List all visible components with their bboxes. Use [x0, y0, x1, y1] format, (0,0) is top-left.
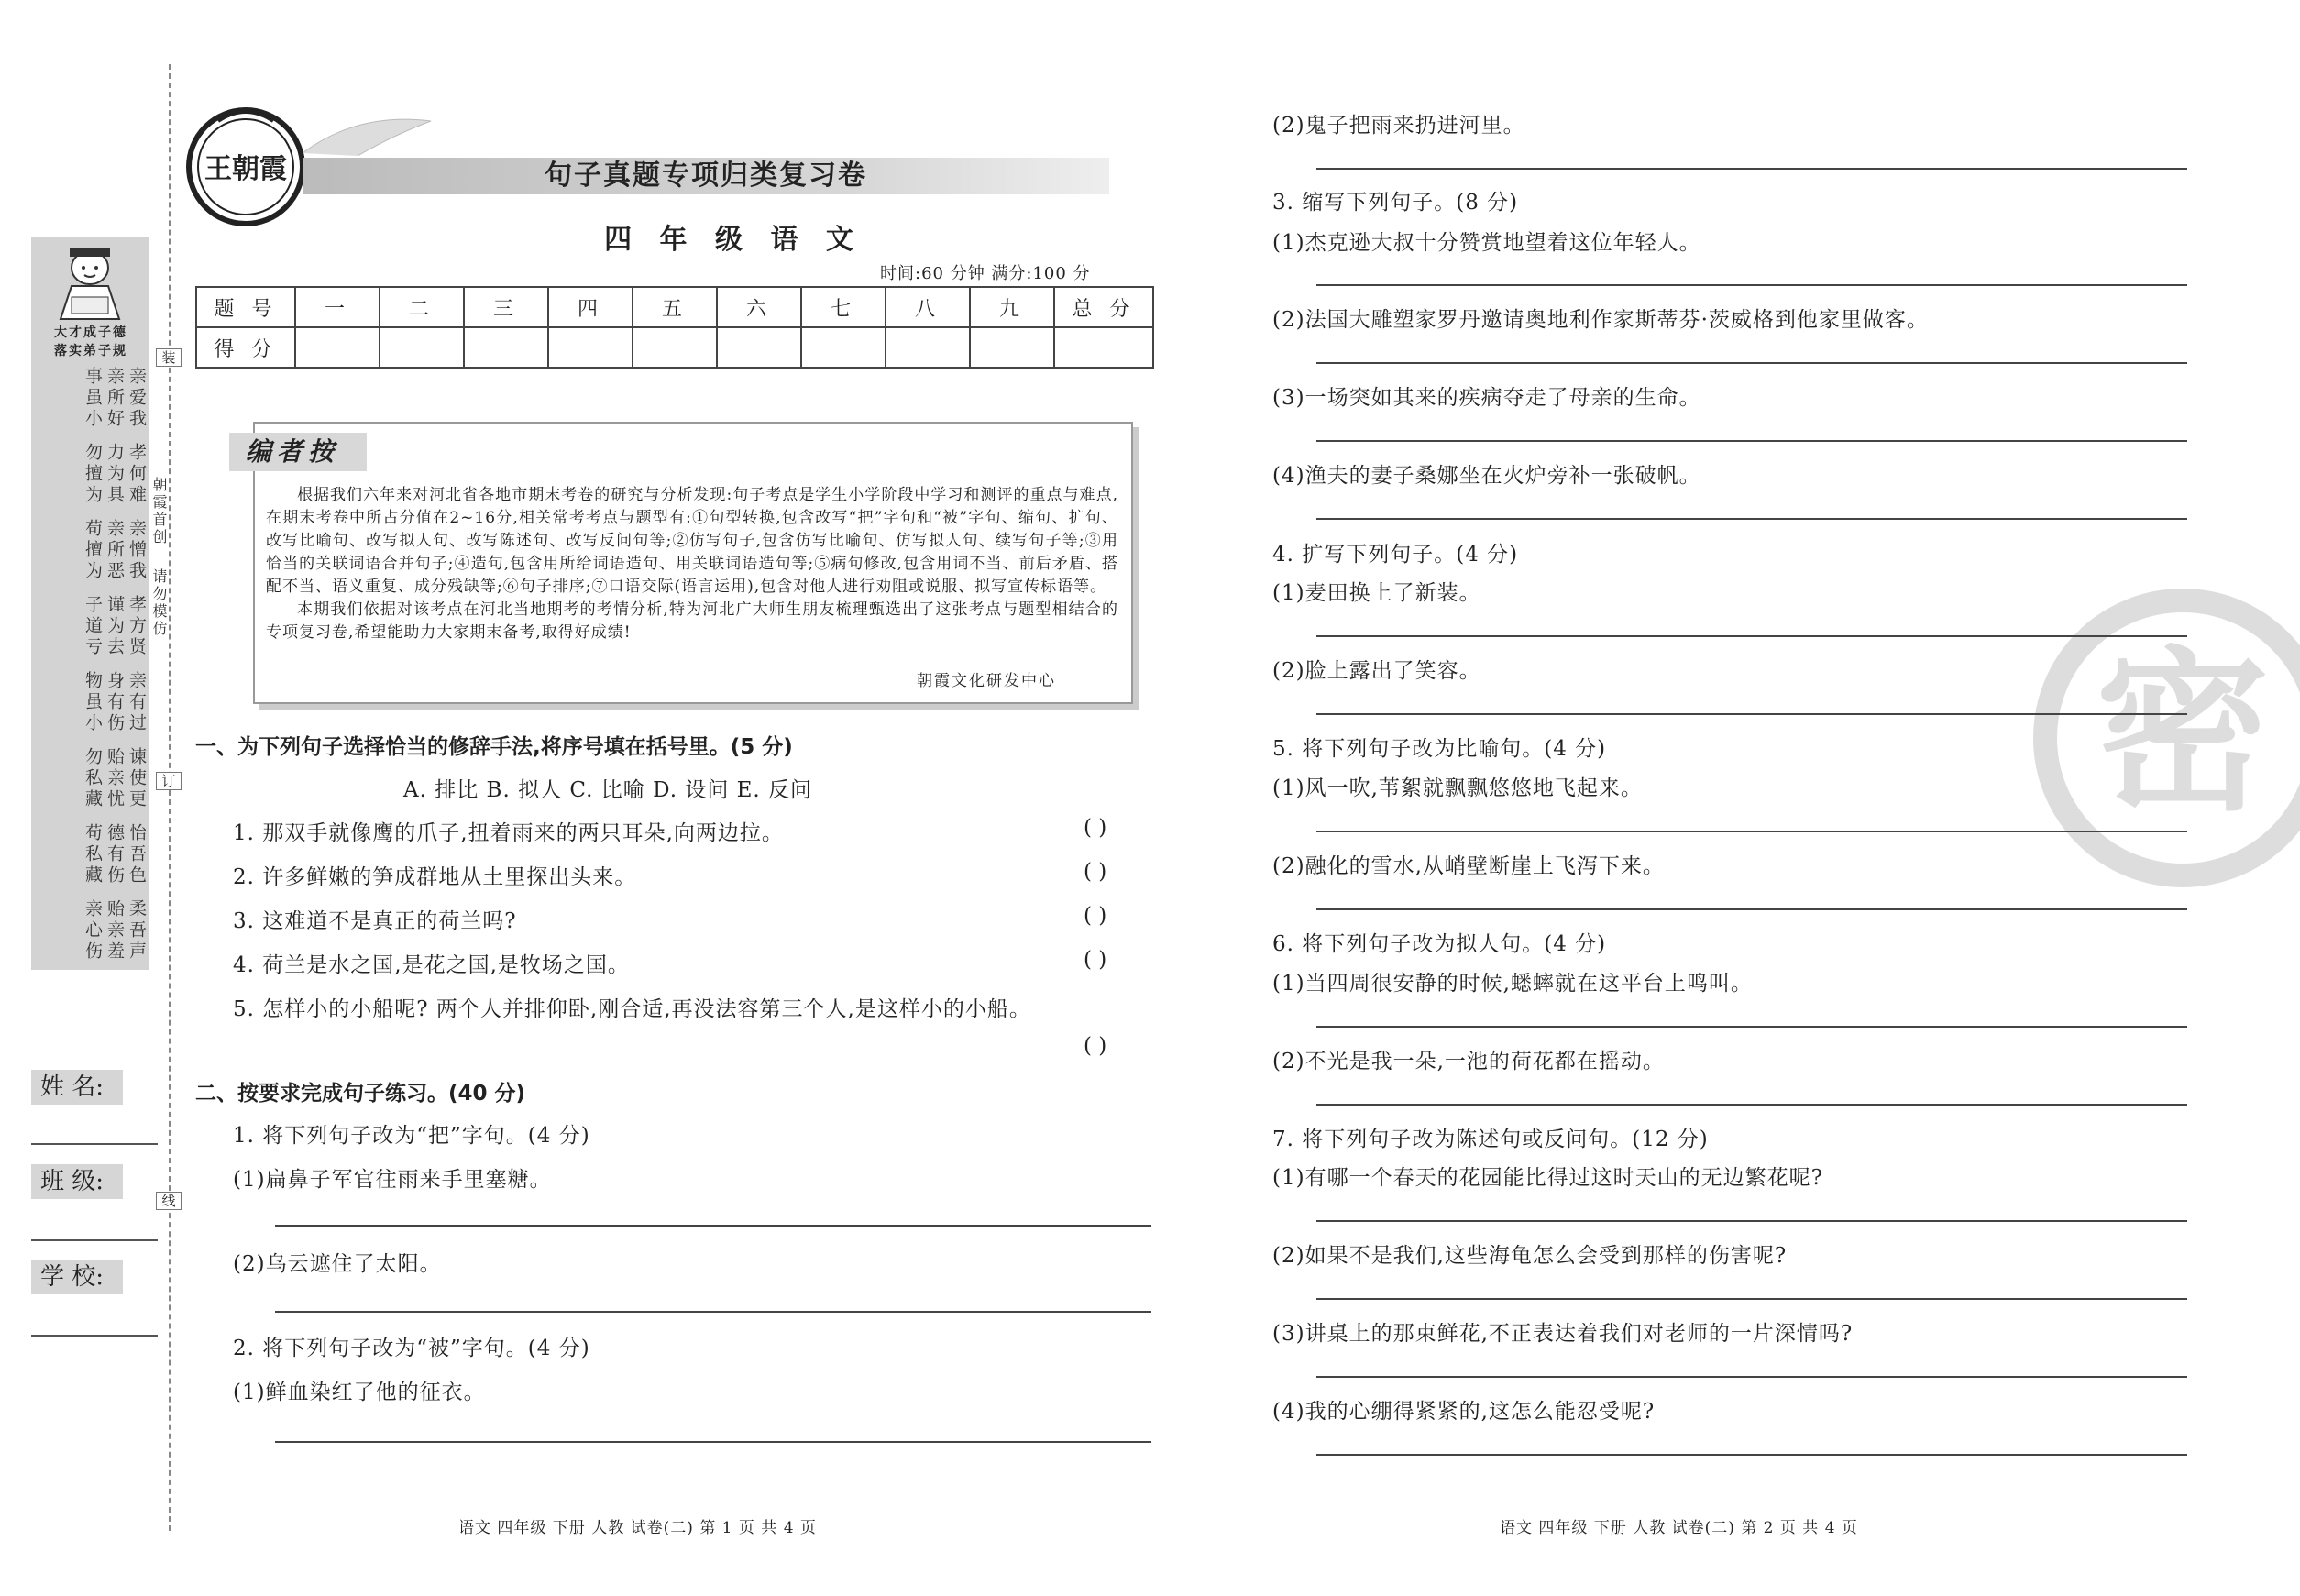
time-info: 时间:60 分钟 满分:100 分 — [880, 264, 1091, 283]
score-cell: 四 — [548, 287, 633, 327]
verse-block — [44, 899, 147, 963]
verse-column: 力为具 — [105, 443, 125, 506]
section-2-title: 二、按要求完成句子练习。(40 分) — [195, 1082, 526, 1106]
verse-column: 亲憎我 — [127, 519, 147, 582]
answer-line[interactable] — [1316, 1298, 2187, 1300]
score-input-cell[interactable] — [801, 327, 886, 368]
verse-block — [44, 823, 147, 886]
logo-text: 王朝霞 — [204, 153, 287, 185]
score-cell: 总 分 — [1054, 287, 1153, 327]
question-2-7-3: (3)讲桌上的那束鲜花,不正表达着我们对老师的一片深情吗? — [1272, 1322, 1854, 1346]
name-label: 姓 名: — [31, 1070, 123, 1105]
answer-line[interactable] — [1316, 635, 2187, 637]
page-title: 句子真题专项归类复习卷 — [545, 160, 867, 192]
answer-line[interactable] — [275, 1441, 1151, 1443]
score-input-cell[interactable] — [380, 327, 464, 368]
answer-line[interactable] — [1316, 1104, 2187, 1106]
answer-line[interactable] — [1316, 1376, 2187, 1378]
question-2-4-2: (2)脸上露出了笑容。 — [1272, 659, 1481, 683]
answer-line[interactable] — [1316, 440, 2187, 442]
ribbon-decoration-icon — [303, 103, 440, 158]
score-cell: 六 — [717, 287, 801, 327]
editor-note-text — [266, 484, 1118, 644]
answer-line[interactable] — [275, 1311, 1151, 1313]
answer-line[interactable] — [1316, 908, 2187, 910]
answer-line[interactable] — [1316, 1026, 2187, 1028]
verse-column: 勿擅为 — [83, 443, 103, 506]
binding-cut-line — [169, 64, 171, 1531]
verse-column: 德有伤 — [105, 823, 125, 886]
answer-line[interactable] — [275, 1225, 1151, 1227]
answer-paren-1-1[interactable]: ( ) — [1084, 816, 1107, 840]
question-1-3: 3. 这难道不是真正的荷兰吗? — [233, 909, 517, 933]
score-input-cell[interactable] — [295, 327, 380, 368]
question-2-1-1: (1)扁鼻子军官往雨来手里塞糖。 — [233, 1168, 552, 1192]
score-cell: 九 — [970, 287, 1054, 327]
question-2-3-3: (3)一场突如其来的疾病夺走了母亲的生命。 — [1272, 386, 1701, 410]
cut-label-ding: 订 — [156, 772, 182, 790]
score-input-cell[interactable] — [1054, 327, 1153, 368]
question-2-1-2: (2)乌云遮住了太阳。 — [233, 1252, 442, 1276]
question-2-5-1: (1)风一吹,苇絮就飘飘悠悠地飞起来。 — [1272, 776, 1643, 800]
question-2-6: 6. 将下列句子改为拟人句。(4 分) — [1272, 932, 1607, 956]
section-1-title: 一、为下列句子选择恰当的修辞手法,将序号填在括号里。(5 分) — [195, 735, 793, 759]
verse-column: 贻亲羞 — [105, 899, 125, 963]
verse-column: 亲爱我 — [127, 367, 147, 430]
verse-column: 贻亲忧 — [105, 747, 125, 810]
cut-label-xian: 线 — [156, 1192, 182, 1210]
motto-line-1: 大才成子德 — [54, 325, 127, 340]
question-2-5: 5. 将下列句子改为比喻句。(4 分) — [1272, 737, 1607, 761]
verse-column: 谨为去 — [105, 595, 125, 658]
verse-columns — [44, 367, 147, 963]
answer-paren-1-3[interactable]: ( ) — [1084, 904, 1107, 928]
verse-column: 苟擅为 — [83, 519, 103, 582]
score-table — [195, 286, 1154, 369]
question-1-5: 5. 怎样小的小船呢? 两个人并排仰卧,刚合适,再没法容第三个人,是这样小的小船。 — [233, 997, 1031, 1021]
question-1-4: 4. 荷兰是水之国,是花之国,是牧场之国。 — [233, 953, 630, 977]
side-note-2: 请勿模仿 — [150, 568, 168, 638]
question-2-6-2: (2)不光是我一朵,一池的荷花都在摇动。 — [1272, 1050, 1665, 1073]
answer-line[interactable] — [1316, 284, 2187, 286]
verse-column: 身有伤 — [105, 671, 125, 734]
brand-logo-icon — [182, 103, 310, 231]
name-field[interactable] — [31, 1143, 158, 1145]
verse-column: 亲有过 — [127, 671, 147, 734]
question-1-2: 2. 许多鲜嫩的笋成群地从土里探出头来。 — [233, 865, 637, 889]
score-cell: 三 — [464, 287, 548, 327]
school-label: 学 校: — [31, 1260, 123, 1294]
question-2-7-1: (1)有哪一个春天的花园能比得过这时天山的无边繁花呢? — [1272, 1166, 1823, 1190]
answer-line[interactable] — [1316, 518, 2187, 520]
motto-line-2: 落实弟子规 — [54, 344, 127, 358]
verse-column: 谏使更 — [127, 747, 147, 810]
verse-block — [44, 747, 147, 810]
score-input-cell[interactable] — [633, 327, 717, 368]
scholar-mascot-icon — [44, 240, 136, 321]
answer-line[interactable] — [1316, 168, 2187, 170]
class-field[interactable] — [31, 1239, 158, 1241]
score-input-cell[interactable] — [970, 327, 1054, 368]
verse-column: 子道亏 — [83, 595, 103, 658]
verse-column: 亲所恶 — [105, 519, 125, 582]
verse-block — [44, 367, 147, 430]
question-2-3-4: (4)渔夫的妻子桑娜坐在火炉旁补一张破帆。 — [1272, 464, 1701, 488]
question-2-4-1: (1)麦田换上了新装。 — [1272, 581, 1481, 605]
question-2-4: 4. 扩写下列句子。(4 分) — [1272, 543, 1519, 567]
answer-paren-1-2[interactable]: ( ) — [1084, 860, 1107, 884]
confidential-stamp-icon — [2031, 587, 2300, 889]
question-2-3-1: (1)杰克逊大叔十分赞赏地望着这位年轻人。 — [1272, 231, 1701, 255]
question-1-1: 1. 那双手就像鹰的爪子,扭着雨来的两只耳朵,向两边拉。 — [233, 821, 784, 845]
verse-column: 亲心伤 — [83, 899, 103, 963]
question-2-5-2: (2)融化的雪水,从峭壁断崖上飞泻下来。 — [1272, 854, 1665, 878]
score-input-cell[interactable] — [548, 327, 633, 368]
answer-paren-1-5[interactable]: ( ) — [1084, 1034, 1107, 1058]
editor-note-signature: 朝霞文化研发中心 — [917, 672, 1056, 690]
verse-column: 孝何难 — [127, 443, 147, 506]
score-table-score-row — [196, 327, 1153, 368]
editor-note-tag: 编者按 — [229, 433, 367, 471]
verse-column: 怡吾色 — [127, 823, 147, 886]
class-label: 班 级: — [31, 1164, 123, 1199]
score-input-cell[interactable] — [717, 327, 801, 368]
question-2-3-2: (2)法国大雕塑家罗丹邀请奥地利作家斯蒂芬·茨威格到他家里做客。 — [1272, 308, 1929, 332]
school-field[interactable] — [31, 1335, 158, 1337]
verse-column: 孝方贤 — [127, 595, 147, 658]
verse-column: 苟私藏 — [83, 823, 103, 886]
verse-column: 勿私藏 — [83, 747, 103, 810]
answer-line[interactable] — [1316, 362, 2187, 364]
answer-line[interactable] — [1316, 1220, 2187, 1222]
question-2-1: 1. 将下列句子改为“把”字句。(4 分) — [233, 1124, 590, 1148]
verse-block — [44, 443, 147, 506]
page-subtitle: 四 年 级 语 文 — [604, 224, 863, 256]
answer-line[interactable] — [1316, 713, 2187, 715]
answer-paren-1-4[interactable]: ( ) — [1084, 948, 1107, 972]
score-row-label: 得 分 — [196, 327, 295, 368]
verse-column: 柔吾声 — [127, 899, 147, 963]
verse-block — [44, 595, 147, 658]
editor-note-paragraph-2: 本期我们依据对该考点在河北当地期考的考情分析,特为河北广大师生朋友梳理甄选出了这张考点与题型相结合的专项复习卷,希望能助力大家期末备考,取得好成绩! — [266, 600, 1118, 642]
section-1-options: A. 排比 B. 拟人 C. 比喻 D. 设问 E. 反问 — [403, 778, 813, 802]
score-cell: 八 — [886, 287, 970, 327]
editor-note-paragraph-1: 根据我们六年来对河北省各地市期末考卷的研究与分析发现:句子考点是学生小学阶段中学习和测评的重点与难点,在期末考卷中所占分值在2~16分,相关常考考点与题型有:①句型转换,包含改写“把”字句和“被”字句、缩句、扩句、改写比喻句、改写拟人句、改写陈述句、改写反问句等;②仿写句子,包含仿写比喻句、仿写拟人句、续写句子等;③用恰当的关联词语合并句子;④造句,包含用所给词语造句、用关联词语造句等;⑤病句修改,包含用词不当、前后矛盾、搭配不当、语义重复、成分残缺等;⑥句子排序;⑦口语交际(语言运用),包含对他人进行劝阻或说服、拟写宣传标语等。 — [266, 486, 1118, 596]
score-cell: 七 — [801, 287, 886, 327]
cut-label-zhuang: 装 — [156, 348, 182, 367]
question-2-6-1: (1)当四周很安静的时候,蟋蟀就在这平台上鸣叫。 — [1272, 972, 1753, 996]
question-2-2-2: (2)鬼子把雨来扔进河里。 — [1272, 114, 1525, 138]
verse-column: 事虽小 — [83, 367, 103, 430]
footer-page-1: 语文 四年级 下册 人教 试卷(二) 第 1 页 共 4 页 — [458, 1519, 817, 1537]
verse-block — [44, 671, 147, 734]
question-2-3: 3. 缩写下列句子。(8 分) — [1272, 191, 1519, 215]
side-note-1: 朝霞首创 — [150, 477, 168, 546]
question-2-2: 2. 将下列句子改为“被”字句。(4 分) — [233, 1337, 590, 1360]
footer-page-2: 语文 四年级 下册 人教 试卷(二) 第 2 页 共 4 页 — [1500, 1519, 1858, 1537]
score-cell: 题 号 — [196, 287, 295, 327]
score-input-cell[interactable] — [886, 327, 970, 368]
question-2-7-4: (4)我的心绷得紧紧的,这怎么能忍受呢? — [1272, 1400, 1656, 1424]
answer-line[interactable] — [1316, 831, 2187, 832]
score-table-header-row — [196, 287, 1153, 327]
score-cell: 二 — [380, 287, 464, 327]
question-2-2-1: (1)鲜血染红了他的征衣。 — [233, 1381, 486, 1404]
verse-block — [44, 519, 147, 582]
answer-line[interactable] — [1316, 1454, 2187, 1456]
question-2-7-2: (2)如果不是我们,这些海龟怎么会受到那样的伤害呢? — [1272, 1244, 1788, 1268]
verse-column: 亲所好 — [105, 367, 125, 430]
verse-column: 物虽小 — [83, 671, 103, 734]
score-cell: 一 — [295, 287, 380, 327]
question-2-7: 7. 将下列句子改为陈述句或反问句。(12 分) — [1272, 1128, 1709, 1151]
watermark-text: 密 — [2095, 632, 2271, 834]
score-input-cell[interactable] — [464, 327, 548, 368]
score-cell: 五 — [633, 287, 717, 327]
